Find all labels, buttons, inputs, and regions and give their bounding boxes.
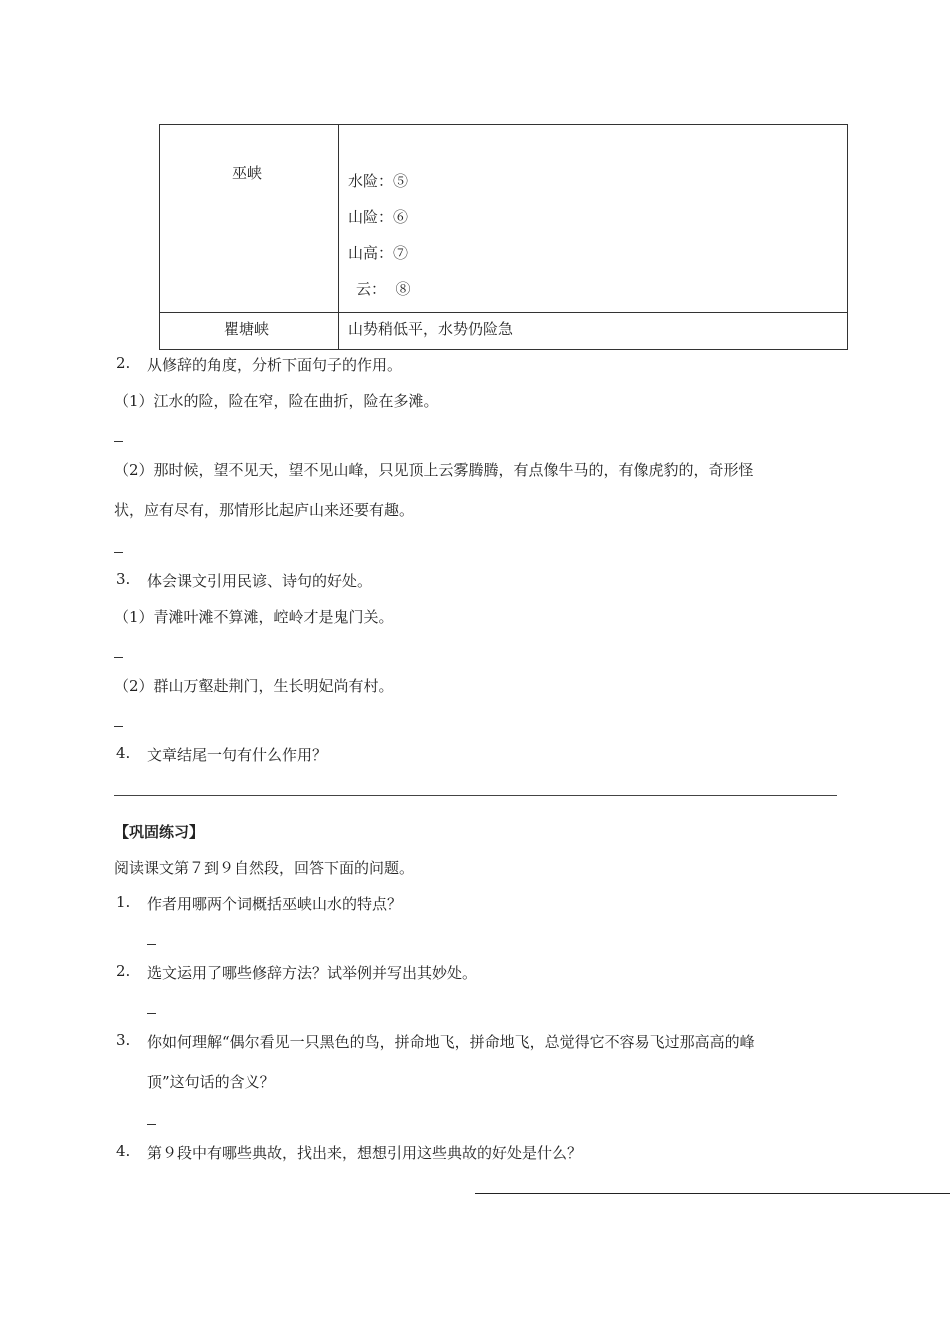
practice-q1-number: 1.	[116, 893, 131, 911]
practice-heading: 【巩固练习】	[114, 823, 205, 841]
answer-blank[interactable]	[147, 1124, 156, 1125]
answer-blank[interactable]	[114, 726, 123, 727]
practice-q3-text: 你如何理解“偶尔看见一只黑色的鸟，拼命地飞，拼命地飞，总觉得它不容易飞过那高高的峰	[147, 1033, 755, 1051]
table-row-wuxia	[160, 125, 848, 313]
practice-q3-text-cont: 顶”这句话的含义？	[147, 1073, 275, 1091]
answer-line	[475, 1193, 950, 1194]
cell-wuxia-name	[160, 125, 339, 313]
answer-blank[interactable]	[114, 552, 123, 553]
answer-blank[interactable]	[114, 657, 123, 658]
q3-number: 3.	[116, 570, 131, 588]
wuxia-label: 巫峡	[232, 164, 263, 182]
practice-intro: 阅读课文第７到９自然段，回答下面的问题。	[114, 859, 415, 877]
q3-sub2: （2）群山万壑赴荆门，生长明妃尚有村。	[114, 677, 394, 695]
practice-q3-number: 3.	[116, 1031, 131, 1049]
wuxia-mountain-item: 山险：⑥	[348, 208, 409, 226]
wuxia-height-item: 山高：⑦	[348, 244, 409, 262]
answer-blank[interactable]	[114, 441, 123, 442]
practice-q1-text: 作者用哪两个词概括巫峡山水的特点？	[147, 895, 403, 913]
q2-text: 从修辞的角度，分析下面句子的作用。	[147, 356, 403, 374]
practice-q2-number: 2.	[116, 962, 131, 980]
section-divider	[114, 795, 837, 796]
q3-sub1: （1）青滩叶滩不算滩，崆岭才是鬼门关。	[114, 608, 394, 626]
q2-sub2-line1: （2）那时候，望不见天，望不见山峰，只见顶上云雾腾腾，有点像牛马的，有像虎豹的，奇形怪	[114, 461, 754, 479]
q3-text: 体会课文引用民谚、诗句的好处。	[147, 572, 373, 590]
answer-blank[interactable]	[147, 1013, 156, 1014]
q2-sub1: （1）江水的险，险在窄，险在曲折，险在多滩。	[114, 392, 439, 410]
wuxia-water-item: 水险：⑤	[348, 172, 409, 190]
cell-qutang-name	[160, 313, 339, 350]
qutang-desc: 山势稍低平，水势仍险急	[348, 320, 514, 338]
q2-number: 2.	[116, 354, 131, 372]
cell-qutang-desc	[339, 313, 848, 350]
practice-q4-text: 第９段中有哪些典故，找出来，想想引用这些典故的好处是什么？	[147, 1144, 583, 1162]
q4-number: 4.	[116, 744, 131, 762]
wuxia-cloud-item: 云： ⑧	[356, 280, 411, 298]
gorge-table	[159, 124, 848, 350]
q4-text: 文章结尾一句有什么作用？	[147, 746, 328, 764]
practice-q4-number: 4.	[116, 1142, 131, 1160]
practice-q2-text: 选文运用了哪些修辞方法？试举例并写出其妙处。	[147, 964, 478, 982]
answer-blank[interactable]	[147, 944, 156, 945]
q2-sub2-line2: 状，应有尽有，那情形比起庐山来还要有趣。	[114, 501, 415, 519]
table-row-qutang	[160, 313, 848, 350]
qutang-label: 瞿塘峡	[224, 320, 270, 338]
cell-wuxia-items	[339, 125, 848, 313]
